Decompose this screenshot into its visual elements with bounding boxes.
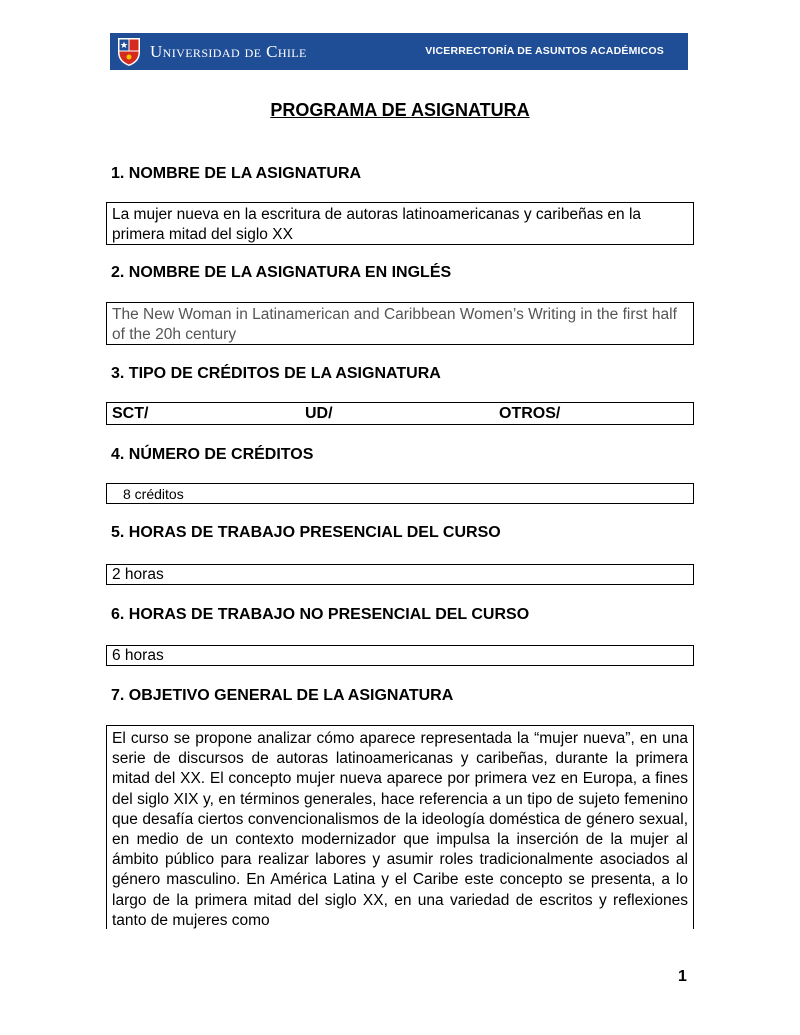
page-title: PROGRAMA DE ASIGNATURA — [270, 100, 530, 120]
section-4-box — [106, 483, 694, 504]
section-1-box — [106, 202, 694, 245]
section-1-heading: 1. NOMBRE DE LA ASIGNATURA — [111, 165, 362, 182]
course-name-english-value: The New Woman in Latinamerican and Caribbean Women’s Writing in the first half of the 20h century — [112, 306, 677, 343]
university-crest-icon — [116, 36, 142, 67]
section-6-heading: 6. HORAS DE TRABAJO NO PRESENCIAL DEL CURSO — [111, 606, 530, 623]
section-6-box — [106, 645, 694, 666]
credit-type-ud: UD/ — [305, 405, 333, 422]
non-presential-hours-value: 6 horas — [112, 647, 164, 664]
university-name: Universidad de Chile — [150, 42, 307, 61]
header-banner — [110, 33, 688, 70]
section-5-heading: 5. HORAS DE TRABAJO PRESENCIAL DEL CURSO — [111, 524, 501, 541]
section-4-heading: 4. NÚMERO DE CRÉDITOS — [111, 446, 314, 463]
section-3-box — [106, 402, 694, 425]
credit-type-otros: OTROS/ — [499, 405, 561, 422]
section-5-box — [106, 564, 694, 585]
page-number: 1 — [678, 968, 687, 985]
credit-type-sct: SCT/ — [112, 405, 149, 422]
section-3-heading: 3. TIPO DE CRÉDITOS DE LA ASIGNATURA — [111, 365, 441, 382]
credits-value: 8 créditos — [123, 486, 184, 502]
vicerrectoria-label: VICERRECTORÍA DE ASUNTOS ACADÉMICOS — [425, 45, 664, 57]
section-2-heading: 2. NOMBRE DE LA ASIGNATURA EN INGLÉS — [111, 264, 452, 281]
course-name-value: La mujer nueva en la escritura de autoras latinoamericanas y caribeñas en la primera mitad del siglo XX — [112, 206, 642, 243]
presential-hours-value: 2 horas — [112, 566, 164, 583]
section-7-heading: 7. OBJETIVO GENERAL DE LA ASIGNATURA — [111, 687, 454, 704]
general-objective-text: El curso se propone analizar cómo aparece representada la “mujer nueva”, en una serie de discursos de autoras latinoamericanas y caribeñas, durante la primera mitad del XX. El concepto mujer nueva aparece por primera vez en Europa, a fines del siglo XIX y, en términos generales, hace referencia a un tipo de sujeto femenino que desafía ciertos convencionalismos de la ideología doméstica de género sexual, en medio de un contexto modernizador que impulsa la inserción de la mujer al ámbito público para realizar labores y asumir roles tradicionalmente asociados al género masculino. En América Latina y el Caribe este concepto se presenta, a lo largo de la primera mitad del siglo XX, en una variedad de escritos y reflexiones tanto de mujeres como — [112, 730, 688, 929]
section-2-box — [106, 302, 694, 345]
section-7-box — [106, 725, 694, 929]
